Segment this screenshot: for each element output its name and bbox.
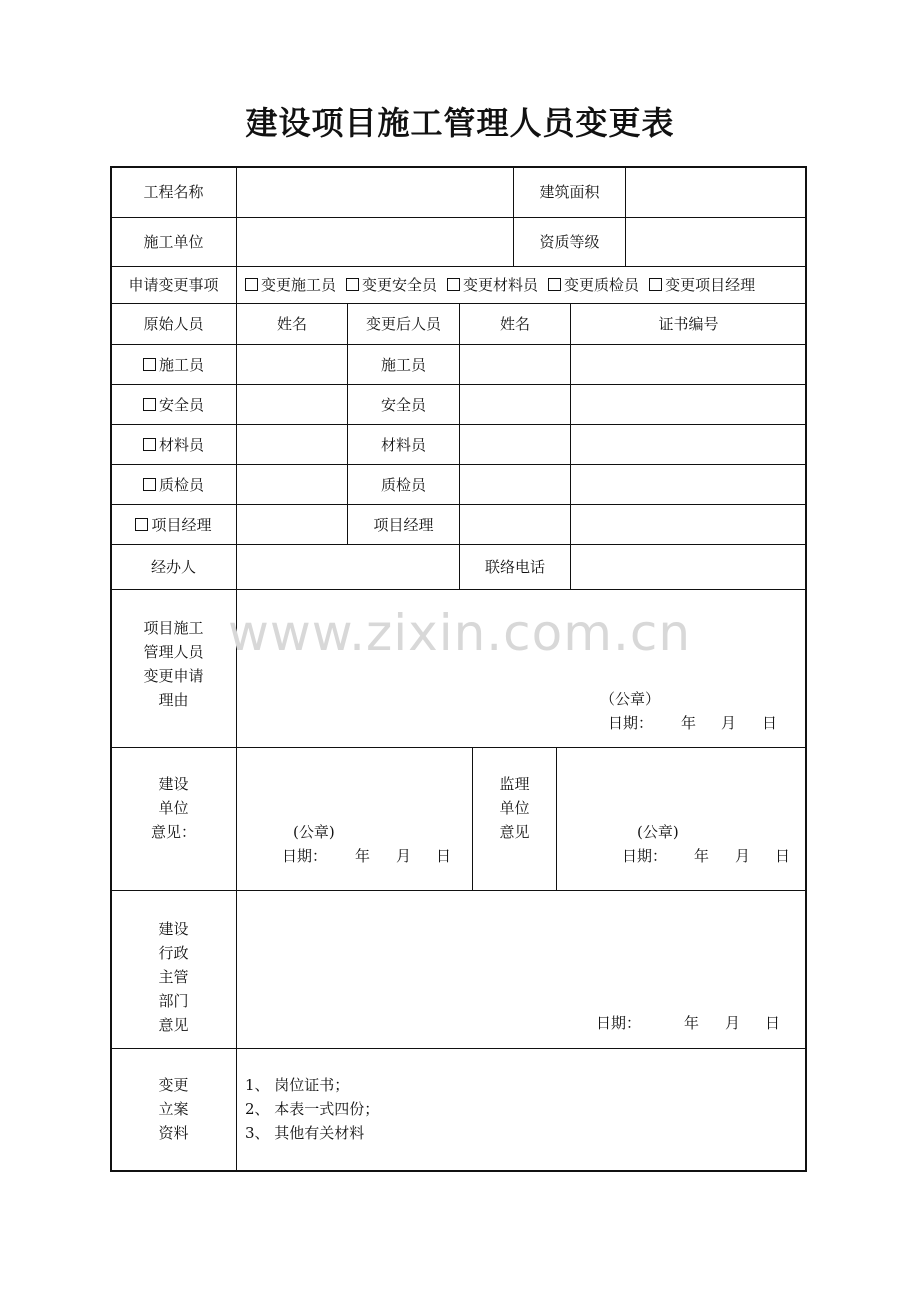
checkbox[interactable] bbox=[447, 278, 460, 291]
original-builder[interactable]: 施工员 bbox=[110, 344, 237, 385]
project-name-field[interactable] bbox=[236, 166, 514, 218]
header-cert: 证书编号 bbox=[570, 303, 807, 345]
original-manager[interactable]: 项目经理 bbox=[110, 504, 237, 545]
building-area-field[interactable] bbox=[625, 166, 807, 218]
supervision-day: 日 bbox=[775, 847, 791, 865]
admin-date-label: 日期： bbox=[596, 1014, 642, 1032]
after-name-cell[interactable] bbox=[459, 464, 571, 505]
construction-date-label: 日期： bbox=[282, 847, 328, 865]
project-name-label: 工程名称 bbox=[110, 166, 237, 218]
materials-item: 1、 岗位证书； bbox=[245, 1076, 350, 1094]
construction-company-label: 施工单位 bbox=[110, 217, 237, 267]
construction-month: 月 bbox=[396, 847, 412, 865]
qualification-label: 资质等级 bbox=[513, 217, 626, 267]
option-change-builder[interactable]: 变更施工员 bbox=[245, 273, 336, 297]
checkbox[interactable] bbox=[245, 278, 258, 291]
reason-month: 月 bbox=[721, 714, 737, 732]
cert-cell[interactable] bbox=[570, 424, 807, 465]
construction-day: 日 bbox=[436, 847, 452, 865]
construction-year: 年 bbox=[355, 847, 371, 865]
original-safety[interactable]: 安全员 bbox=[110, 384, 237, 425]
qualification-field[interactable] bbox=[625, 217, 807, 267]
checkbox[interactable] bbox=[143, 438, 156, 451]
materials-item: 2、 本表一式四份； bbox=[245, 1100, 380, 1118]
reason-label: 项目施工 管理人员 变更申请 理由 bbox=[110, 589, 237, 748]
request-options bbox=[236, 266, 807, 304]
admin-opinion-label: 建设 行政 主管 部门 意见 bbox=[110, 890, 237, 1049]
construction-seal: (公章) bbox=[293, 823, 335, 841]
original-name-cell[interactable] bbox=[236, 344, 348, 385]
materials-field bbox=[236, 1048, 807, 1172]
checkbox[interactable] bbox=[346, 278, 359, 291]
admin-opinion-field[interactable] bbox=[236, 890, 807, 1049]
option-change-manager[interactable]: 变更项目经理 bbox=[649, 273, 755, 297]
option-change-quality[interactable]: 变更质检员 bbox=[548, 273, 639, 297]
original-name-cell[interactable] bbox=[236, 384, 348, 425]
phone-field[interactable] bbox=[570, 544, 807, 590]
handler-field[interactable] bbox=[236, 544, 460, 590]
original-name-cell[interactable] bbox=[236, 464, 348, 505]
header-after: 变更后人员 bbox=[347, 303, 460, 345]
materials-item: 3、 其他有关材料 bbox=[245, 1124, 365, 1142]
original-quality[interactable]: 质检员 bbox=[110, 464, 237, 505]
supervision-date-label: 日期： bbox=[622, 847, 668, 865]
after-quality: 质检员 bbox=[347, 464, 460, 505]
building-area-label: 建筑面积 bbox=[513, 166, 626, 218]
original-name-cell[interactable] bbox=[236, 424, 348, 465]
cert-cell[interactable] bbox=[570, 464, 807, 505]
header-name-2: 姓名 bbox=[459, 303, 571, 345]
checkbox[interactable] bbox=[143, 358, 156, 371]
after-name-cell[interactable] bbox=[459, 384, 571, 425]
cert-cell[interactable] bbox=[570, 504, 807, 545]
checkbox[interactable] bbox=[143, 398, 156, 411]
watermark: www.zixin.com.cn bbox=[228, 604, 692, 662]
admin-day: 日 bbox=[765, 1014, 781, 1032]
after-material: 材料员 bbox=[347, 424, 460, 465]
request-label: 申请变更事项 bbox=[110, 266, 237, 304]
admin-month: 月 bbox=[725, 1014, 741, 1032]
construction-opinion-label: 建设 单位 意见： bbox=[110, 747, 237, 891]
option-change-material[interactable]: 变更材料员 bbox=[447, 273, 538, 297]
reason-seal: （公章） bbox=[600, 690, 661, 708]
after-safety: 安全员 bbox=[347, 384, 460, 425]
after-manager: 项目经理 bbox=[347, 504, 460, 545]
form-title: 建设项目施工管理人员变更表 bbox=[245, 104, 675, 142]
checkbox[interactable] bbox=[143, 478, 156, 491]
original-material[interactable]: 材料员 bbox=[110, 424, 237, 465]
reason-day: 日 bbox=[762, 714, 778, 732]
header-original: 原始人员 bbox=[110, 303, 237, 345]
after-builder: 施工员 bbox=[347, 344, 460, 385]
after-name-cell[interactable] bbox=[459, 344, 571, 385]
phone-label: 联络电话 bbox=[459, 544, 571, 590]
original-name-cell[interactable] bbox=[236, 504, 348, 545]
after-name-cell[interactable] bbox=[459, 504, 571, 545]
construction-company-field[interactable] bbox=[236, 217, 514, 267]
checkbox[interactable] bbox=[649, 278, 662, 291]
supervision-opinion-label: 监理 单位 意见 bbox=[472, 747, 557, 891]
admin-year: 年 bbox=[684, 1014, 700, 1032]
reason-year: 年 bbox=[681, 714, 697, 732]
materials-label: 变更 立案 资料 bbox=[110, 1048, 237, 1172]
cert-cell[interactable] bbox=[570, 384, 807, 425]
supervision-year: 年 bbox=[694, 847, 710, 865]
handler-label: 经办人 bbox=[110, 544, 237, 590]
header-name-1: 姓名 bbox=[236, 303, 348, 345]
after-name-cell[interactable] bbox=[459, 424, 571, 465]
supervision-opinion-field[interactable] bbox=[556, 747, 807, 891]
checkbox[interactable] bbox=[548, 278, 561, 291]
construction-opinion-field[interactable] bbox=[236, 747, 473, 891]
option-change-safety[interactable]: 变更安全员 bbox=[346, 273, 437, 297]
supervision-seal: (公章) bbox=[637, 823, 679, 841]
supervision-month: 月 bbox=[735, 847, 751, 865]
cert-cell[interactable] bbox=[570, 344, 807, 385]
reason-date-label: 日期： bbox=[608, 714, 654, 732]
checkbox[interactable] bbox=[135, 518, 148, 531]
